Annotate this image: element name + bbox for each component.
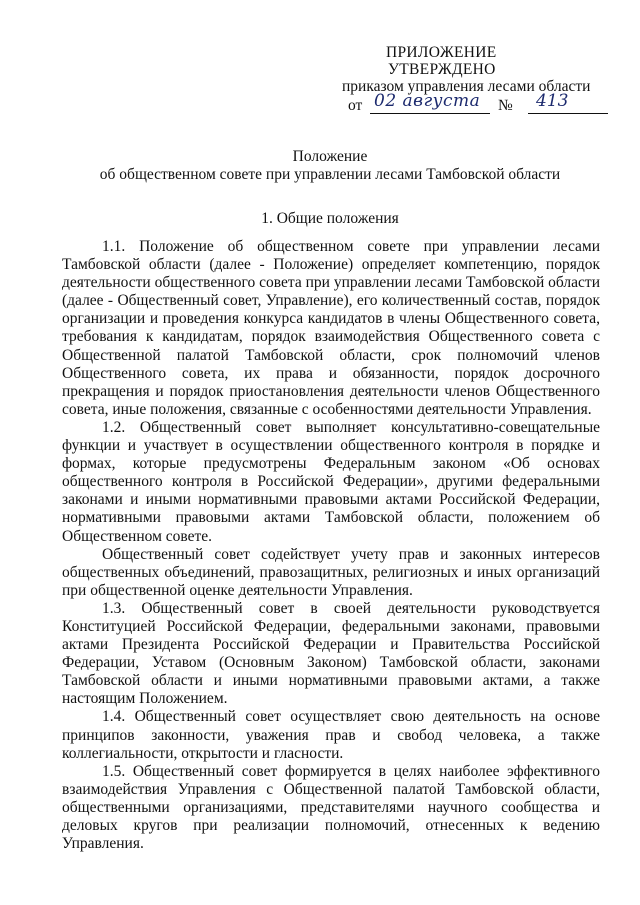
document-body	[62, 238, 600, 853]
paragraph-1-2-cont: Общественный совет содействует учету прав и законных интересов общественных объединений, правозащитных, религиозных и иных организаций при общественной оценке деятельности Управления.	[62, 545, 600, 599]
document-title	[60, 148, 600, 184]
paragraph-1-2: 1.2. Общественный совет выполняет консультативно-совещательные функции и участвует в осуществлении общественного контроля в порядке и формах, которые предусмотрены Федеральным законом «Об основах общественного контроля в Российской Федерации», другими федеральными законами и иными нормативными правовыми актами Российской Федерации, нормативными правовыми актами Тамбовской области, положением об Общественном совете.	[62, 418, 600, 545]
order-date-field	[370, 91, 490, 114]
title-line-2: об общественном совете при управлении лесами Тамбовской области	[99, 166, 561, 183]
handwritten-number: 413	[536, 91, 569, 111]
section-title: 1. Общие положения	[261, 210, 399, 227]
paragraph-1-5: 1.5. Общественный совет формируется в целях наиболее эффективного взаимодействия Управления с Общественной палатой Тамбовской области, общественными организациями, представителями научного сообщества и деловых кругов при реализации полномочий, отнесенных к ведению Управления.	[62, 762, 600, 853]
order-number-field	[528, 91, 608, 114]
order-by-label: приказом управления лесами области	[342, 78, 591, 95]
paragraph-1-3: 1.3. Общественный совет в своей деятельности руководствуется Конституцией Российской Федерации, федеральными законами, правовыми актами Президента Российской Федерации и Правительства Российской Федерации, Уставом (Основным Законом) Тамбовской области, законами Тамбовской области и иными нормативными правовыми актами, а также настоящим Положением.	[62, 599, 600, 708]
paragraph-1-1: 1.1. Положение об общественном совете при управлении лесами Тамбовской области (далее - Положение) определяет компетенцию, порядок деятельности общественного совета при управлении лесами Тамбовской области (далее - Общественный совет, Управление), его количественный состав, порядок организации и проведения конкурса кандидатов в члены Общественного совета, требования к кандидатам, порядок взаимодействия Общественного совета с Общественной палатой Тамбовской области, срок полномочий членов Общественного совета, их права и обязанности, порядок досрочного прекращения и порядок приостановления деятельности членов Общественного совета, иные положения, связанные с особенностями деятельности Управления.	[62, 238, 600, 418]
from-label: от	[348, 97, 363, 114]
paragraph-1-4: 1.4. Общественный совет осуществляет свою деятельность на основе принципов законности, уважения прав и свобод человека, а также коллегиальности, открытости и гласности.	[62, 708, 600, 762]
number-label: №	[498, 97, 513, 114]
handwritten-date: 02 августа	[374, 91, 481, 111]
approval-header	[330, 44, 610, 115]
order-date-number-line	[348, 91, 610, 115]
appendix-label: ПРИЛОЖЕНИЕ	[386, 44, 497, 61]
approved-label: УТВЕРЖДЕНО	[388, 61, 496, 78]
title-line-1: Положение	[292, 148, 368, 165]
